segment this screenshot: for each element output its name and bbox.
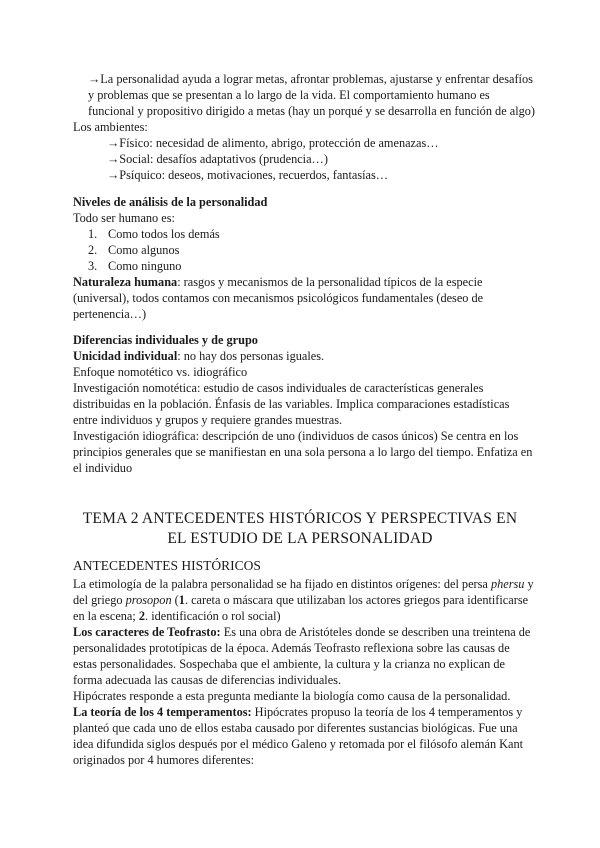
naturaleza-line-1 (73, 274, 482, 290)
etimologia-line-2 (73, 592, 528, 608)
etimologia-text: y (524, 577, 534, 591)
temperamentos-line-3: idea difundida siglos después por el médico Galeno y retomada por el filósofo alemán Kant (73, 737, 524, 751)
ambiente-social: →Social: desafíos adaptativos (prudencia…) (107, 152, 328, 166)
enum-number: 1 (178, 593, 185, 607)
list-item: Como ninguno (108, 259, 182, 273)
enfoque-line: Enfoque nomotético vs. idiográfico (73, 365, 248, 379)
ambientes-title: Los ambientes: (73, 120, 148, 134)
antecedentes-subheading: ANTECEDENTES HISTÓRICOS (73, 558, 261, 573)
intro-line-2: y problemas que se presentan a lo largo de la vida. El comportamiento humano es (88, 88, 490, 102)
etimologia-text: en la escena; (73, 609, 139, 623)
etimologia-text: . identificación o rol social) (145, 609, 281, 623)
unicidad-label: Unicidad individual (73, 349, 178, 363)
tema-title-line-2: EL ESTUDIO DE LA PERSONALIDAD (167, 530, 433, 547)
list-number: 3. (88, 259, 98, 273)
temperamentos-line-4: originados por 4 humores diferentes: (73, 753, 254, 767)
nomotetica-line-2: distribuidas en la población. Énfasis de las variables. Implica comparaciones estadísticas (73, 397, 510, 411)
intro-line-1: →La personalidad ayuda a lograr metas, afrontar problemas, ajustarse y enfrentar desafíos (88, 72, 533, 86)
ambiente-psiquico: →Psíquico: deseos, motivaciones, recuerdos, fantasías… (107, 168, 389, 182)
teofrasto-line-1 (73, 624, 530, 640)
etimologia-line-1 (73, 576, 534, 592)
naturaleza-label: Naturaleza humana (73, 275, 178, 289)
teofrasto-line-3: estas personalidades. Sospechaba que el ambiente, la cultura y la crianza no explican de (73, 657, 505, 671)
temperamentos-label: La teoría de los 4 temperamentos: (73, 705, 252, 719)
list-number: 1. (88, 227, 98, 241)
intro-line-3: funcional y propositivo dirigido a metas (hay un porqué y se desarrolla en función de algo) (88, 104, 536, 118)
idiografica-line-1: Investigación idiográfica: descripción de uno (individuos de casos únicos) Se centra en los (73, 429, 519, 443)
hipocrates-line: Hipócrates responde a esta pregunta mediante la biología como causa de la personalidad. (73, 689, 511, 703)
diferencias-heading: Diferencias individuales y de grupo (73, 333, 258, 347)
term-prosopon: prosopon (125, 593, 172, 607)
niveles-intro: Todo ser humano es: (73, 211, 175, 225)
idiografica-line-2: principios generales que se manifiestan en una sola persona a lo largo del tiempo. Enfatiza en (73, 445, 533, 459)
nomotetica-line-3: entre individuos y grupos y requiere grandes muestras. (73, 413, 343, 427)
teofrasto-line-4: forma adecuada las causas de diferencias individuales. (73, 673, 342, 687)
teofrasto-label: Los caracteres de Teofrasto: (73, 625, 221, 639)
naturaleza-line-3: pertenencia…) (73, 307, 147, 321)
nomotetica-line-1: Investigación nomotética: estudio de casos individuales de características generales (73, 381, 484, 395)
list-item: Como algunos (108, 243, 180, 257)
unicidad-text: : no hay dos personas iguales. (177, 349, 325, 363)
term-phersu: phersu (490, 577, 525, 591)
tema-title-line-1: TEMA 2 ANTECEDENTES HISTÓRICOS Y PERSPECTIVAS EN (82, 510, 518, 527)
teofrasto-line-2: personalidades prototípicas de la época. Además Teofrasto reflexiona sobre las causas de (73, 641, 510, 655)
temperamentos-text: Hipócrates propuso la teoría de los 4 temperamentos y (251, 705, 523, 719)
etimologia-text: . careta o máscara que utilizaban los actores griegos para identificarse (184, 593, 529, 607)
list-number: 2. (88, 243, 98, 257)
niveles-heading: Niveles de análisis de la personalidad (73, 195, 268, 209)
etimologia-text: ( (171, 593, 179, 607)
naturaleza-line-2: (universal), todos contamos con mecanismos psicológicos fundamentales (deseo de (73, 291, 484, 305)
unicidad-line (73, 348, 324, 364)
list-item: Como todos los demás (108, 227, 220, 241)
teofrasto-text: Es una obra de Aristóteles donde se describen una treintena de (220, 625, 531, 639)
ambiente-fisico: →Físico: necesidad de alimento, abrigo, protección de amenazas… (107, 136, 439, 150)
enum-number: 2 (138, 609, 146, 623)
temperamentos-line-2: planteó que cada uno de ellos estaba causado por diferentes sustancias biológicas. Fue una (73, 721, 518, 735)
temperamentos-line-1 (73, 704, 522, 720)
idiografica-line-3: el individuo (73, 461, 133, 475)
etimologia-line-3 (73, 608, 281, 624)
naturaleza-text: : rasgos y mecanismos de la personalidad típicos de la especie (177, 275, 483, 289)
etimologia-text: La etimología de la palabra personalidad se ha fijado en distintos orígenes: del persa (73, 577, 491, 591)
etimologia-text: del griego (73, 593, 126, 607)
